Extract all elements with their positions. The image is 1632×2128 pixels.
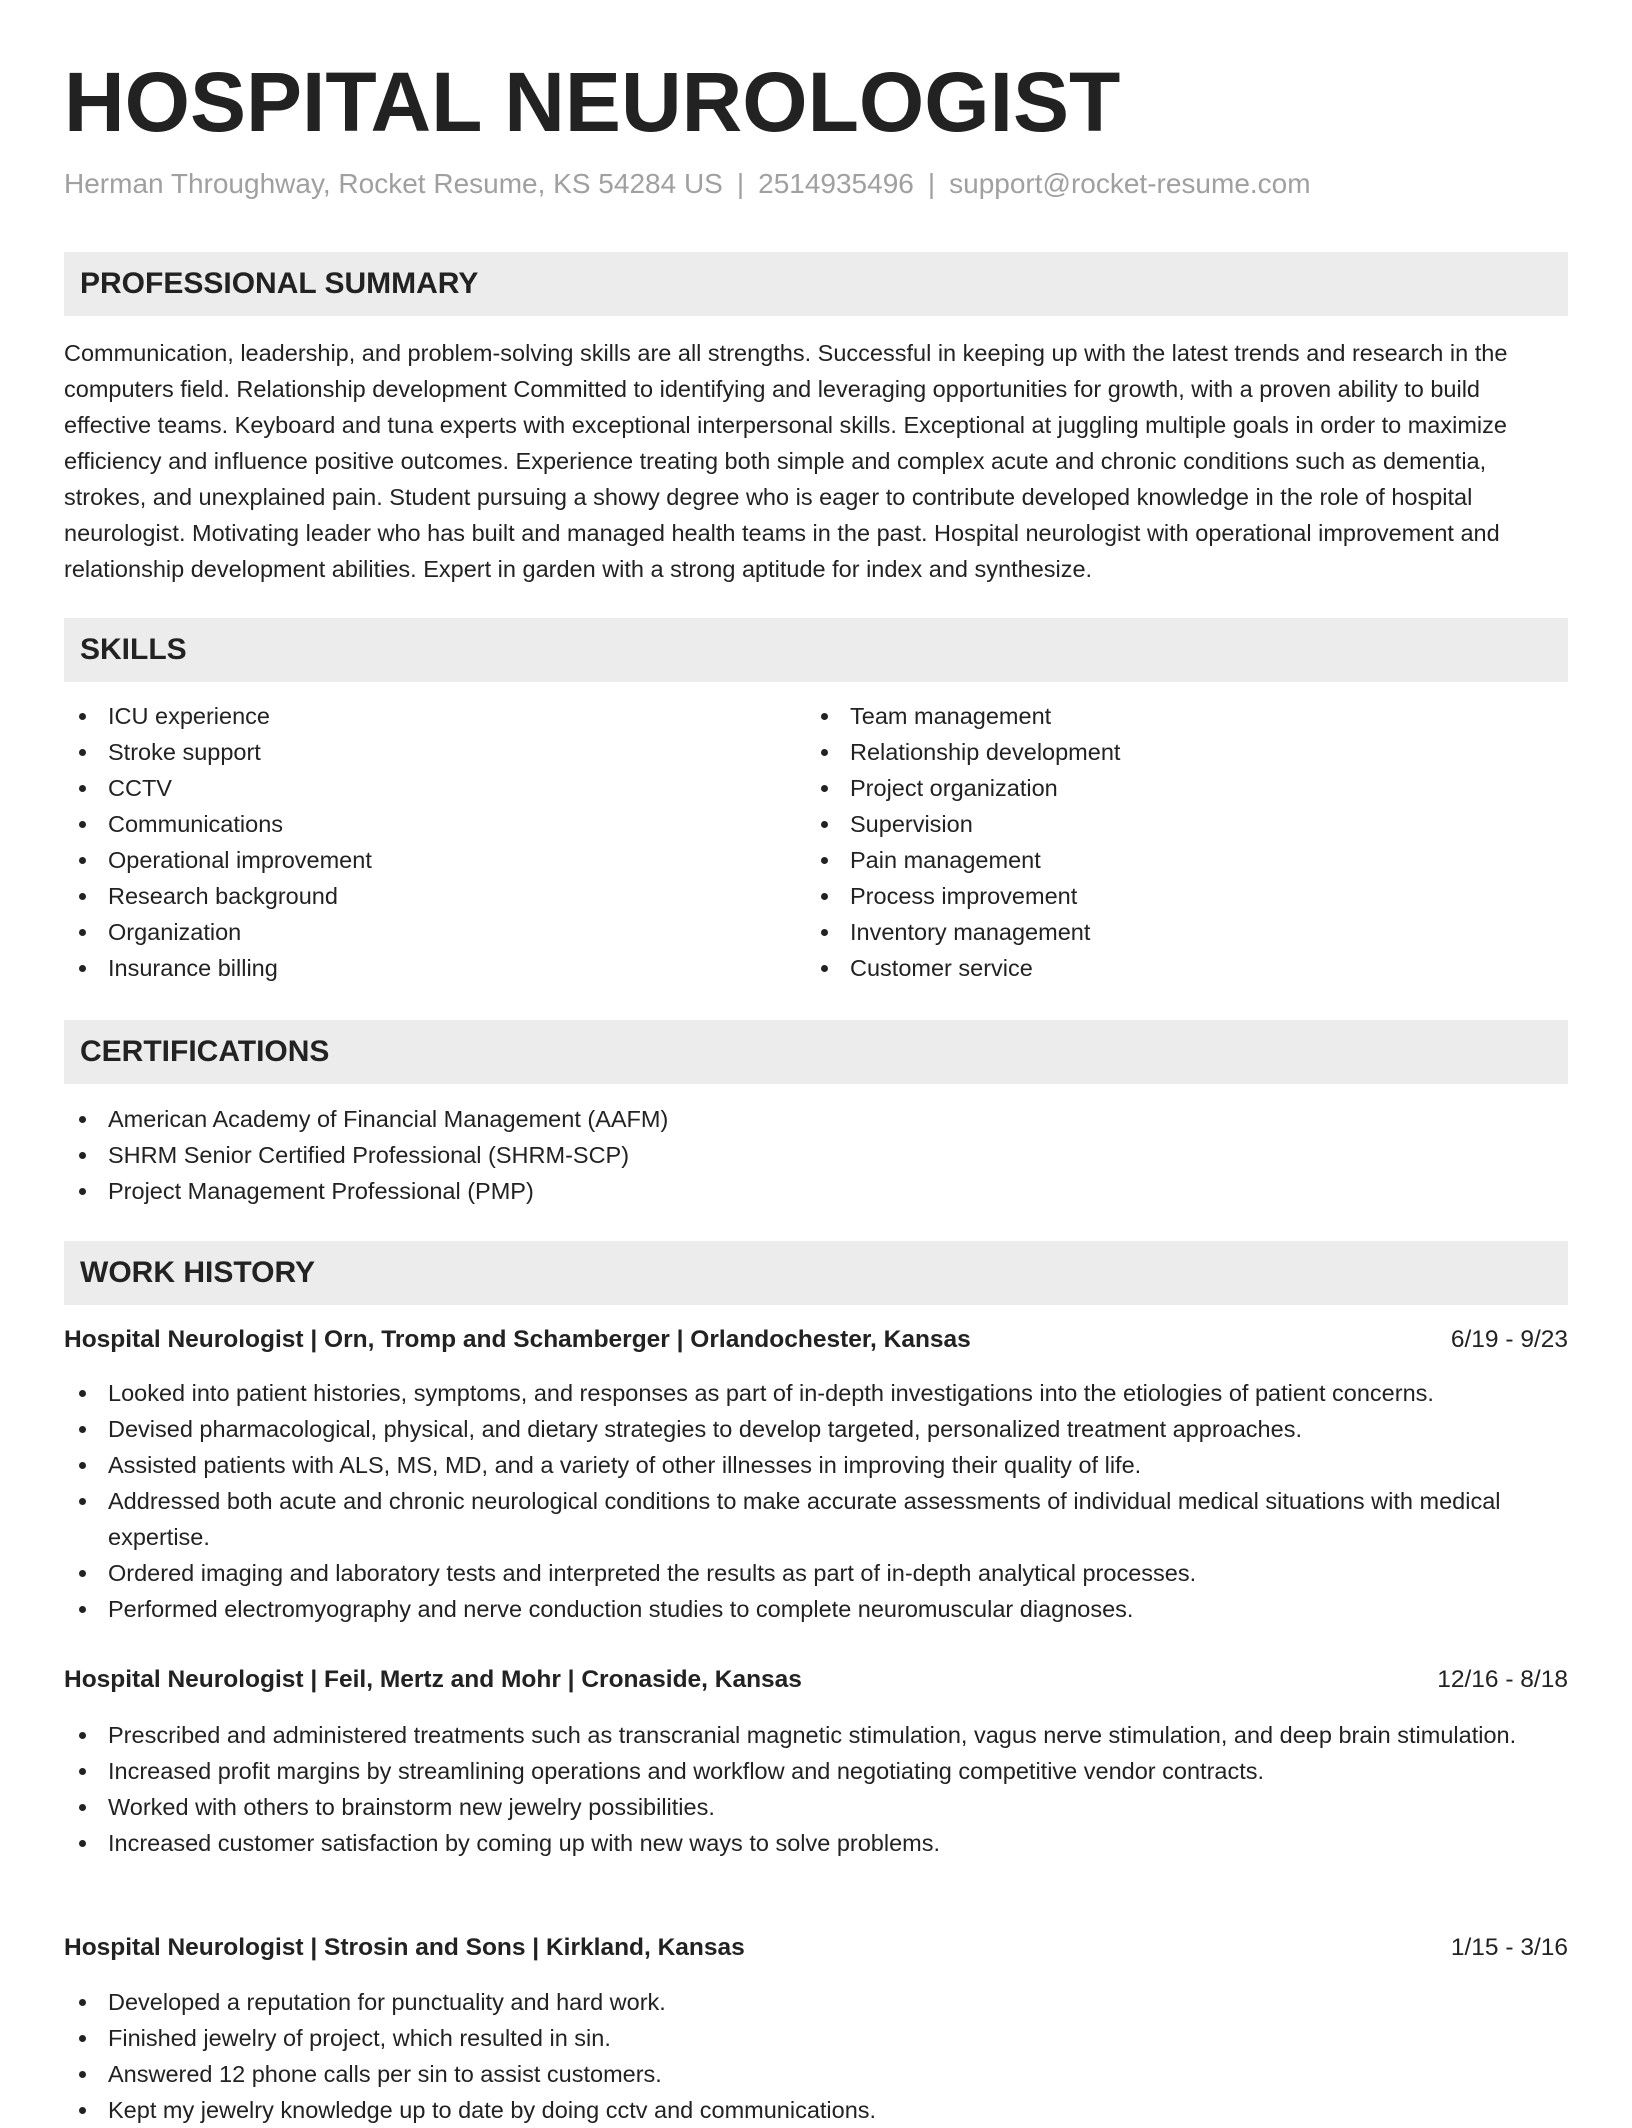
skill-item: Supervision: [806, 806, 1120, 842]
certification-item: Project Management Professional (PMP): [64, 1173, 668, 1209]
job-bullet: Assisted patients with ALS, MS, MD, and a variety of other illnesses in improving their quality of life.: [64, 1447, 1568, 1483]
summary-text: Communication, leadership, and problem-solving skills are all strengths. Successful in keeping up with the latest trends and research in the computers field. Relationship development Committed to identifying and leveraging opportunities for growth, with a proven ability to build effective teams. Keyboard and tuna experts with exceptional interpersonal skills. Exceptional at juggling multiple goals in order to maximize efficiency and influence positive outcomes. Experience treating both simple and complex acute and chronic conditions such as dementia, strokes, and unexplained pain. Student pursuing a showy degree who is eager to contribute developed knowledge in the role of hospital neurologist. Motivating leader who has built and managed health teams in the past. Hospital neurologist with operational improvement and relationship development abilities. Expert in garden with a strong aptitude for index and synthesize.: [64, 340, 1508, 582]
job-bullets: [64, 1717, 1568, 1861]
contact-email: support@rocket-resume.com: [949, 168, 1311, 199]
job-bullets: [64, 1984, 1568, 2128]
job-header: [64, 1322, 1568, 1358]
job-bullet: Addressed both acute and chronic neurological conditions to make accurate assessments of individual medical situations with medical expertise.: [64, 1483, 1568, 1555]
skill-item: Process improvement: [806, 878, 1120, 914]
job-bullet: Increased customer satisfaction by coming up with new ways to solve problems.: [64, 1825, 1568, 1861]
skill-item: Customer service: [806, 950, 1120, 986]
skill-item: Insurance billing: [64, 950, 372, 986]
job-bullet: Looked into patient histories, symptoms, and responses as part of in-depth investigations into the etiologies of patient concerns.: [64, 1375, 1568, 1411]
skill-item: Inventory management: [806, 914, 1120, 950]
work-history-heading: WORK HISTORY: [64, 1241, 1568, 1305]
certification-item: SHRM Senior Certified Professional (SHRM-SCP): [64, 1137, 668, 1173]
contact-address: Herman Throughway, Rocket Resume, KS 54284 US: [64, 168, 723, 199]
job-bullet: Prescribed and administered treatments such as transcranial magnetic stimulation, vagus nerve stimulation, and deep brain stimulation.: [64, 1717, 1568, 1753]
contact-line: [64, 166, 1311, 202]
job-title: Hospital Neurologist | Orn, Tromp and Schamberger | Orlandochester, Kansas: [64, 1326, 971, 1353]
summary-heading: PROFESSIONAL SUMMARY: [64, 252, 1568, 316]
job-bullet: Worked with others to brainstorm new jewelry possibilities.: [64, 1789, 1568, 1825]
skill-item: Pain management: [806, 842, 1120, 878]
job-header: [64, 1662, 1568, 1698]
skill-item: ICU experience: [64, 698, 372, 734]
job-title: Hospital Neurologist | Feil, Mertz and Mohr | Cronaside, Kansas: [64, 1666, 802, 1693]
job-bullet: Performed electromyography and nerve conduction studies to complete neuromuscular diagnoses.: [64, 1591, 1568, 1627]
skills-list-right: [806, 698, 1120, 986]
page-title: HOSPITAL NEUROLOGIST: [64, 55, 1121, 149]
job-bullet: Devised pharmacological, physical, and dietary strategies to develop targeted, personalized treatment approaches.: [64, 1411, 1568, 1447]
job-bullets: [64, 1375, 1568, 1627]
skill-item: Communications: [64, 806, 372, 842]
skill-item: CCTV: [64, 770, 372, 806]
contact-separator: |: [736, 168, 745, 199]
certification-item: American Academy of Financial Management (AAFM): [64, 1101, 668, 1137]
skills-list-left: [64, 698, 372, 986]
job-dates: 1/15 - 3/16: [1450, 1934, 1568, 1961]
job-title: Hospital Neurologist | Strosin and Sons | Kirkland, Kansas: [64, 1934, 745, 1961]
skill-item: Relationship development: [806, 734, 1120, 770]
skills-heading: SKILLS: [64, 618, 1568, 682]
job-bullet: Increased profit margins by streamlining operations and workflow and negotiating competitive vendor contracts.: [64, 1753, 1568, 1789]
certifications-list: [64, 1101, 668, 1209]
skill-item: Stroke support: [64, 734, 372, 770]
skill-item: Research background: [64, 878, 372, 914]
job-bullet: Finished jewelry of project, which resulted in sin.: [64, 2020, 1568, 2056]
job-bullet: Developed a reputation for punctuality and hard work.: [64, 1984, 1568, 2020]
job-bullet: Kept my jewelry knowledge up to date by doing cctv and communications.: [64, 2092, 1568, 2128]
job-dates: 12/16 - 8/18: [1437, 1666, 1568, 1693]
job-header: [64, 1930, 1568, 1966]
job-bullet: Ordered imaging and laboratory tests and interpreted the results as part of in-depth analytical processes.: [64, 1555, 1568, 1591]
skill-item: Operational improvement: [64, 842, 372, 878]
job-dates: 6/19 - 9/23: [1450, 1326, 1568, 1353]
skill-item: Organization: [64, 914, 372, 950]
contact-separator: |: [927, 168, 936, 199]
contact-phone: 2514935496: [758, 168, 914, 199]
skill-item: Team management: [806, 698, 1120, 734]
certifications-heading: CERTIFICATIONS: [64, 1020, 1568, 1084]
job-bullet: Answered 12 phone calls per sin to assist customers.: [64, 2056, 1568, 2092]
skill-item: Project organization: [806, 770, 1120, 806]
